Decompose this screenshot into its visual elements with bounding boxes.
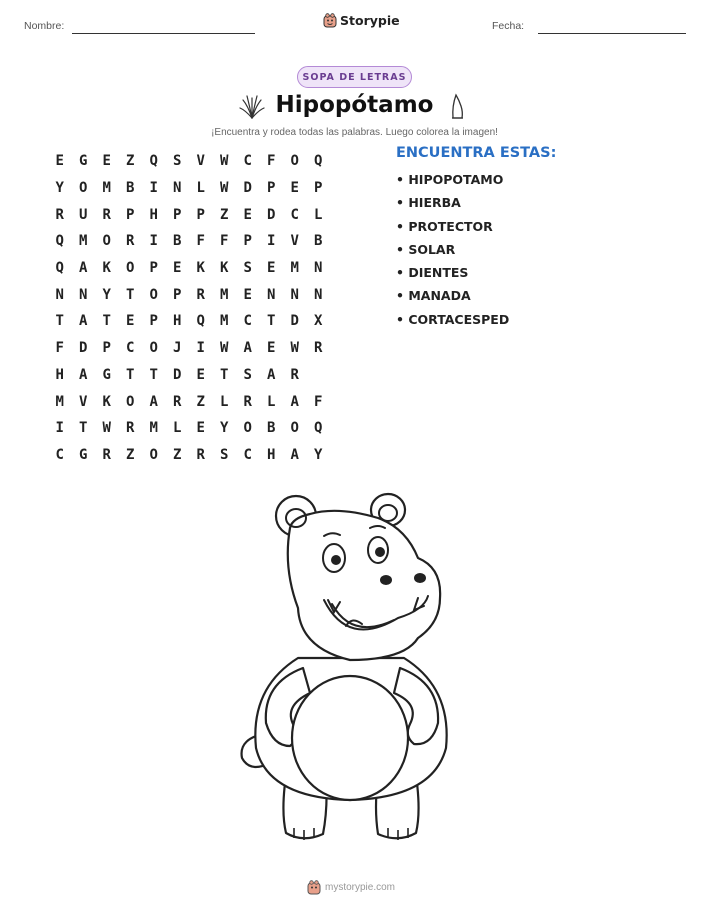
- grid-letter[interactable]: Z: [220, 206, 229, 223]
- grid-letter[interactable]: W: [220, 340, 229, 357]
- name-line[interactable]: [72, 33, 255, 34]
- grid-letter[interactable]: C: [126, 340, 135, 357]
- storypie-logo-icon: [307, 880, 321, 895]
- worksheet-type-badge: SOPA DE LETRAS: [297, 66, 412, 88]
- grid-letter[interactable]: W: [290, 340, 299, 357]
- grid-letter[interactable]: R: [290, 366, 299, 383]
- grid-row: [48, 255, 330, 282]
- grid-letter[interactable]: I: [55, 420, 64, 437]
- grid-letter[interactable]: V: [79, 393, 88, 410]
- grid-letter[interactable]: C: [243, 313, 252, 330]
- grid-letter[interactable]: R: [102, 446, 111, 463]
- grid-letter[interactable]: A: [267, 366, 276, 383]
- grid-letter[interactable]: N: [290, 286, 299, 303]
- grid-letter[interactable]: M: [149, 420, 158, 437]
- grid-letter[interactable]: X: [314, 313, 323, 330]
- grid-letter[interactable]: O: [79, 180, 88, 197]
- word-list-item: • MANADA: [396, 288, 471, 304]
- grid-letter[interactable]: V: [196, 153, 205, 170]
- grid-letter[interactable]: N: [314, 260, 323, 277]
- grid-letter[interactable]: N: [173, 180, 182, 197]
- grid-row: [48, 308, 330, 335]
- grid-letter[interactable]: R: [196, 286, 205, 303]
- word-list-item: • CORTACESPED: [396, 311, 510, 327]
- grid-letter[interactable]: L: [220, 393, 229, 410]
- grid-letter[interactable]: Z: [196, 393, 205, 410]
- grid-letter[interactable]: A: [79, 366, 88, 383]
- grid-letter[interactable]: Q: [55, 233, 64, 250]
- grid-letter[interactable]: R: [126, 233, 135, 250]
- grid-letter[interactable]: K: [102, 260, 111, 277]
- grid-letter[interactable]: D: [267, 206, 276, 223]
- grid-letter[interactable]: O: [290, 420, 299, 437]
- grid-letter[interactable]: E: [126, 313, 135, 330]
- grid-letter[interactable]: E: [243, 206, 252, 223]
- grid-letter[interactable]: S: [220, 446, 229, 463]
- grid-letter[interactable]: I: [196, 340, 205, 357]
- grid-letter[interactable]: B: [126, 180, 135, 197]
- grid-letter[interactable]: M: [290, 260, 299, 277]
- letter-grid[interactable]: [48, 148, 330, 468]
- grid-letter[interactable]: N: [314, 286, 323, 303]
- grid-letter[interactable]: Q: [314, 153, 323, 170]
- grid-letter[interactable]: H: [173, 313, 182, 330]
- grid-letter[interactable]: V: [290, 233, 299, 250]
- word-list-item: • SOLAR: [396, 241, 456, 257]
- grid-letter[interactable]: P: [149, 260, 158, 277]
- grid-letter[interactable]: D: [79, 340, 88, 357]
- grid-letter[interactable]: L: [267, 393, 276, 410]
- grid-letter[interactable]: E: [196, 420, 205, 437]
- grid-letter[interactable]: A: [290, 393, 299, 410]
- grid-letter[interactable]: P: [314, 180, 323, 197]
- grid-letter[interactable]: Q: [196, 313, 205, 330]
- grid-letter[interactable]: I: [149, 180, 158, 197]
- grid-row: [48, 362, 330, 389]
- grid-letter[interactable]: G: [102, 366, 111, 383]
- grid-letter[interactable]: T: [102, 313, 111, 330]
- grid-row: [48, 175, 330, 202]
- grid-letter[interactable]: P: [102, 340, 111, 357]
- grid-letter[interactable]: R: [173, 393, 182, 410]
- grid-letter[interactable]: Z: [126, 446, 135, 463]
- grid-letter[interactable]: B: [267, 420, 276, 437]
- grid-letter[interactable]: L: [173, 420, 182, 437]
- grid-letter[interactable]: W: [220, 180, 229, 197]
- grid-letter[interactable]: P: [126, 206, 135, 223]
- grid-letter[interactable]: E: [243, 286, 252, 303]
- grid-letter[interactable]: A: [149, 393, 158, 410]
- grid-letter[interactable]: R: [126, 420, 135, 437]
- grid-letter[interactable]: C: [243, 153, 252, 170]
- grid-letter[interactable]: R: [243, 393, 252, 410]
- grid-letter[interactable]: Q: [55, 260, 64, 277]
- grid-row: [48, 442, 330, 469]
- grid-letter[interactable]: A: [79, 313, 88, 330]
- grid-letter[interactable]: N: [267, 286, 276, 303]
- grid-letter[interactable]: Y: [102, 286, 111, 303]
- grid-letter[interactable]: M: [79, 233, 88, 250]
- grid-letter[interactable]: P: [196, 206, 205, 223]
- grid-letter[interactable]: O: [126, 393, 135, 410]
- grid-letter[interactable]: E: [173, 260, 182, 277]
- grid-row: [48, 148, 330, 175]
- grid-letter[interactable]: M: [220, 313, 229, 330]
- word-list: [396, 172, 509, 335]
- grid-letter[interactable]: T: [126, 286, 135, 303]
- grid-letter[interactable]: Z: [173, 446, 182, 463]
- grid-letter[interactable]: C: [290, 206, 299, 223]
- grid-letter[interactable]: U: [79, 206, 88, 223]
- grid-letter[interactable]: S: [173, 153, 182, 170]
- grid-letter[interactable]: E: [102, 153, 111, 170]
- grid-letter[interactable]: R: [102, 206, 111, 223]
- grid-letter[interactable]: P: [173, 286, 182, 303]
- grid-letter[interactable]: T: [79, 420, 88, 437]
- grid-letter[interactable]: A: [243, 340, 252, 357]
- grid-letter[interactable]: E: [290, 180, 299, 197]
- grid-letter[interactable]: C: [243, 446, 252, 463]
- grid-letter[interactable]: Y: [314, 446, 323, 463]
- grid-letter[interactable]: A: [290, 446, 299, 463]
- grid-letter[interactable]: F: [196, 233, 205, 250]
- grid-letter[interactable]: R: [314, 340, 323, 357]
- grid-letter[interactable]: I: [267, 233, 276, 250]
- grid-letter[interactable]: W: [220, 153, 229, 170]
- hippo-coloring-illustration[interactable]: [228, 488, 473, 850]
- grid-letter[interactable]: D: [243, 180, 252, 197]
- grid-letter[interactable]: O: [149, 286, 158, 303]
- grid-letter[interactable]: K: [196, 260, 205, 277]
- grid-letter[interactable]: O: [243, 420, 252, 437]
- grid-letter[interactable]: Q: [314, 420, 323, 437]
- footer-url[interactable]: mystorypie.com: [325, 882, 396, 893]
- grid-letter[interactable]: F: [55, 340, 64, 357]
- grid-letter[interactable]: W: [102, 420, 111, 437]
- grid-letter[interactable]: D: [290, 313, 299, 330]
- tooth-icon: [448, 92, 466, 120]
- grid-letter[interactable]: J: [173, 340, 182, 357]
- grid-row: [48, 228, 330, 255]
- grid-letter[interactable]: N: [55, 286, 64, 303]
- grid-letter[interactable]: Y: [55, 180, 64, 197]
- grid-letter[interactable]: I: [149, 233, 158, 250]
- grid-letter[interactable]: D: [173, 366, 182, 383]
- grid-letter[interactable]: B: [314, 233, 323, 250]
- grid-letter[interactable]: O: [149, 446, 158, 463]
- grid-letter[interactable]: T: [126, 366, 135, 383]
- grid-letter[interactable]: T: [149, 366, 158, 383]
- word-list-item: • HIERBA: [396, 195, 461, 211]
- grid-letter[interactable]: Z: [126, 153, 135, 170]
- grid-letter[interactable]: P: [149, 313, 158, 330]
- grid-letter[interactable]: M: [220, 286, 229, 303]
- grid-letter[interactable]: O: [149, 340, 158, 357]
- grid-letter[interactable]: O: [126, 260, 135, 277]
- word-list-title: ENCUENTRA ESTAS:: [396, 145, 557, 161]
- grid-row: [48, 415, 330, 442]
- grid-letter[interactable]: G: [79, 153, 88, 170]
- grid-letter[interactable]: E: [55, 153, 64, 170]
- instructions: ¡Encuentra y rodea todas las palabras. Luego colorea la imagen!: [211, 127, 498, 138]
- grid-row: [48, 281, 330, 308]
- grid-letter[interactable]: F: [314, 393, 323, 410]
- grid-letter[interactable]: Q: [149, 153, 158, 170]
- grid-row: [48, 201, 330, 228]
- grid-letter[interactable]: M: [55, 393, 64, 410]
- grid-letter[interactable]: E: [196, 366, 205, 383]
- grid-letter[interactable]: S: [243, 260, 252, 277]
- grid-letter[interactable]: H: [55, 366, 64, 383]
- grid-letter[interactable]: T: [267, 313, 276, 330]
- grid-row: [48, 388, 330, 415]
- word-list-item: • HIPOPOTAMO: [396, 172, 504, 187]
- grid-letter[interactable]: O: [102, 233, 111, 250]
- brand-name: Storypie: [340, 13, 400, 28]
- page-title: Hipopótamo: [275, 92, 434, 118]
- footer: [307, 880, 395, 895]
- word-list-item: • DIENTES: [396, 265, 469, 281]
- grid-letter[interactable]: G: [79, 446, 88, 463]
- grid-letter[interactable]: N: [79, 286, 88, 303]
- grid-row: [48, 335, 330, 362]
- grid-letter[interactable]: O: [290, 153, 299, 170]
- grid-letter[interactable]: S: [243, 366, 252, 383]
- grid-letter[interactable]: H: [267, 446, 276, 463]
- grid-letter[interactable]: P: [243, 233, 252, 250]
- grid-letter[interactable]: K: [220, 260, 229, 277]
- grid-letter[interactable]: T: [220, 366, 229, 383]
- grid-letter[interactable]: F: [220, 233, 229, 250]
- grid-letter[interactable]: H: [149, 206, 158, 223]
- grid-letter[interactable]: K: [102, 393, 111, 410]
- name-label: Nombre:: [24, 20, 65, 32]
- grid-letter[interactable]: B: [173, 233, 182, 250]
- brand: [323, 13, 400, 28]
- grid-letter[interactable]: L: [314, 206, 323, 223]
- grid-letter[interactable]: M: [102, 180, 111, 197]
- grid-letter[interactable]: P: [173, 206, 182, 223]
- word-list-item: • PROTECTOR: [396, 218, 493, 234]
- grid-letter[interactable]: E: [267, 260, 276, 277]
- grid-letter[interactable]: T: [55, 313, 64, 330]
- grid-letter[interactable]: R: [196, 446, 205, 463]
- grid-letter[interactable]: F: [267, 153, 276, 170]
- date-line[interactable]: [538, 33, 686, 34]
- date-label: Fecha:: [492, 20, 525, 32]
- grid-letter[interactable]: R: [55, 206, 64, 223]
- storypie-logo-icon: [323, 13, 337, 28]
- grid-letter[interactable]: P: [267, 180, 276, 197]
- grid-letter[interactable]: E: [267, 340, 276, 357]
- grid-letter[interactable]: Y: [220, 420, 229, 437]
- grid-letter[interactable]: A: [79, 260, 88, 277]
- grid-letter[interactable]: L: [196, 180, 205, 197]
- grid-letter[interactable]: C: [55, 446, 64, 463]
